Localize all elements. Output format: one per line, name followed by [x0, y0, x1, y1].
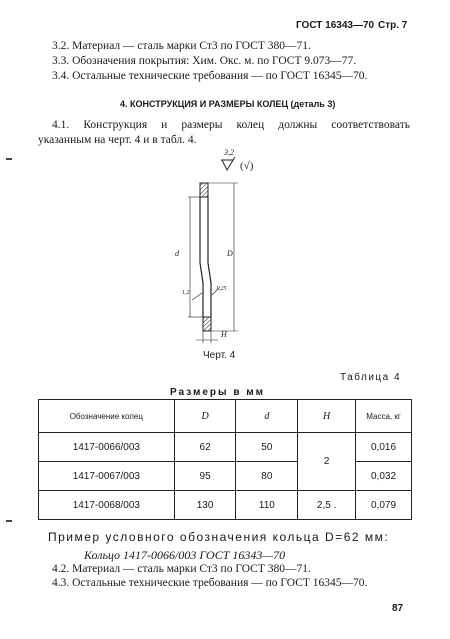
cell-mass: 0,032 [356, 462, 412, 491]
roughness-value: 3,2 [224, 148, 234, 157]
cell-designation: 1417-0066/003 [39, 433, 175, 462]
dimension-D-label: D [227, 249, 233, 258]
paragraph-3-2: 3.2. Материал — сталь марки Ст3 по ГОСТ 380—71. [52, 40, 311, 52]
paragraph-4-1-line1: 4.1. Конструкция и размеры колец должны соответствовать [52, 119, 410, 131]
svg-text:(√): (√) [240, 160, 254, 172]
table-header-row [39, 400, 412, 433]
table-title: Размеры в мм [170, 387, 266, 398]
cell-H: 2,5 . [298, 491, 356, 520]
paragraph-4-3: 4.3. Остальные технические требования — по ГОСТ 16345—70. [52, 577, 368, 589]
cell-D: 95 [174, 462, 236, 491]
table-row [39, 433, 412, 462]
cell-D: 62 [174, 433, 236, 462]
drawing-caption: Черт. 4 [203, 350, 236, 361]
dimension-H-label: H [221, 330, 227, 339]
chamfer-left-label: 1,2 [182, 290, 190, 296]
paragraph-3-3: 3.3. Обозначения покрытия: Хим. Окс. м. по ГОСТ 9.073—77. [52, 55, 357, 67]
header-page-label: Стр. 7 [378, 20, 408, 31]
cell-mass: 0,016 [356, 433, 412, 462]
cell-D: 130 [174, 491, 236, 520]
dimension-d-label: d [175, 249, 179, 258]
table-label: Таблица 4 [340, 372, 402, 383]
example-heading: Пример условного обозначения кольца D=62 мм: [48, 530, 390, 544]
example-designation: Кольцо 1417-0066/003 ГОСТ 16343—70 [84, 548, 286, 562]
cell-d: 50 [236, 433, 298, 462]
paragraph-4-1-line2: указанным на черт. 4 и в табл. 4. [38, 134, 197, 146]
ring-drawing [160, 145, 270, 345]
ring-section-svg [160, 145, 270, 345]
ring-section-bottom [203, 317, 211, 331]
header-D: D [174, 400, 236, 433]
paragraph-3-4: 3.4. Остальные технические требования — по ГОСТ 16345—70. [52, 70, 368, 82]
ring-section-top [200, 183, 208, 197]
header-d: d [236, 400, 298, 433]
margin-mark [6, 520, 12, 522]
table-row [39, 491, 412, 520]
table-row [39, 462, 412, 491]
cell-designation: 1417-0068/003 [39, 491, 175, 520]
section-heading: 4. КОНСТРУКЦИЯ И РАЗМЕРЫ КОЛЕЦ (деталь 3) [120, 99, 336, 109]
cell-d: 110 [236, 491, 298, 520]
margin-mark [6, 158, 12, 160]
cell-H-merged: 2 [298, 433, 356, 491]
header-designation: Обозначение колец [39, 400, 175, 433]
paragraph-4-2: 4.2. Материал — сталь марки Ст3 по ГОСТ 380—71. [52, 563, 311, 575]
cell-d: 80 [236, 462, 298, 491]
cell-mass: 0,079 [356, 491, 412, 520]
sizes-table [38, 399, 412, 520]
cell-designation: 1417-0067/003 [39, 462, 175, 491]
header-H: H [298, 400, 356, 433]
page-number: 87 [392, 603, 404, 614]
header-standard: ГОСТ 16343—70 [296, 20, 375, 31]
chamfer-right-label: 1,25 [216, 286, 227, 292]
header-mass: Масса, кг [356, 400, 412, 433]
